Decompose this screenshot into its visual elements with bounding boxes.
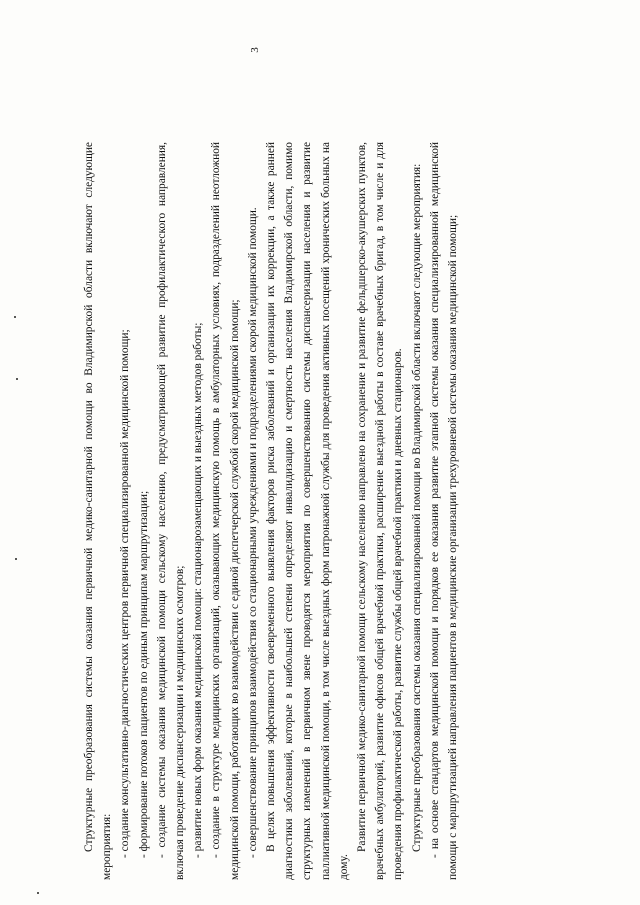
paragraph: В целях повышения эффективности своевременного выявления факторов риска заболеваний и организации их коррекции, а также ранней диагностики заболеваний, которые в наибольшей степени определяют инвалидизацию и смертность населения Владимирской области, помимо структурных изменений в первичном звене проводятся мероприятия по совершенствованию системы диспансеризации населения и развитие паллиативной медицинской помощи, в том числе выездных форм патронажной службы для проведения активных посещений хронических больных на дому.: [265, 142, 350, 880]
list-item: - создание системы оказания медицинской помощи сельскому населению, предусматривающей развитие профилактического направления, включая проведение диспансеризации и медицинских осмотров;: [155, 142, 187, 880]
list-item: - создание в структуре медицинских организаций, оказывающих медицинскую помощь в амбулаторных условиях, подразделений неотложной медицинской помощи, работающих во взаимодействии с единой диспетчерской службой скорой медицинской помощи;: [210, 142, 241, 880]
list-item: - формирование потоков пациентов по единым принципам маршрутизации;: [137, 490, 150, 858]
paragraph: Структурные преобразования системы оказания первичной медико-санитарной помощи во Владимирской области включают следующие мероприятия:: [83, 142, 114, 880]
paragraph: Структурные преобразования системы оказания специализированной помощи во Владимирской области включают следующие мероприятия:: [410, 163, 423, 852]
list-item: - на основе стандартов медицинской помощи и порядков ее оказания развитие этапной системы оказания специализированной медицинской помощи с маршрутизацией направления пациентов в медицинские организации трехуровневой системы оказания медицинской помощи;: [428, 142, 460, 880]
scan-speck: [14, 316, 16, 318]
scan-speck: [16, 378, 18, 380]
paragraph: Развитие первичной медико-санитарной помощи сельскому населению направлено на сохранение и развитие фельдшерско-акушерских пунктов, врачебных амбулаторий, развитие офисов общей врачебной практики, расширение выездной работы в составе врачебных бригад, в том числе и для проведения профилактической работы, развитие службы общей врачебной практики и дневных стационаров.: [356, 142, 405, 880]
document-body: [80, 142, 462, 880]
scan-speck: [37, 892, 39, 894]
list-item: - создание консультативно-диагностических центров первичной специализированной медицинской помощи;: [119, 329, 132, 858]
rotated-document-content: [70, 47, 540, 880]
scan-speck: [15, 558, 17, 560]
list-item: - совершенствование принципов взаимодействия со стационарными учреждениями и подразделениями скорой медицинской помощи.: [246, 207, 259, 858]
page-number: 3: [249, 47, 261, 53]
list-item: - развитие новых форм оказания медицинской помощи: стационарозамещающих и выездных методов работы;: [192, 322, 205, 858]
